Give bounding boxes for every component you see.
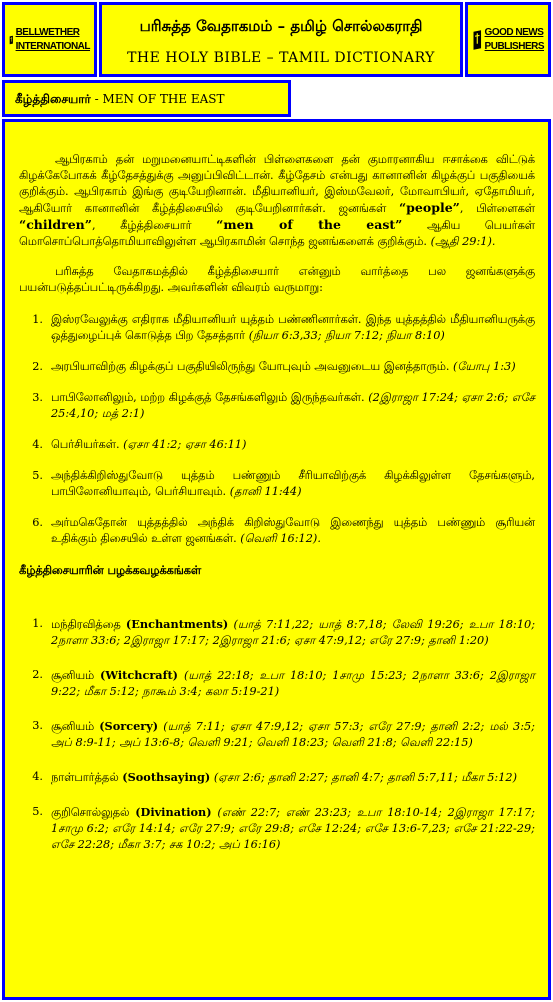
- scripture-reference: (ஏசா 41:2; ஏசா 46:11): [123, 438, 247, 451]
- list-number: 1.: [32, 617, 43, 630]
- scripture-reference: (யாத் 7:11; ஏசா 47:9,12; ஏசா 57:3; எரே 27:9; தானி 2:2; மல் 3:5; அப் 8:9-11; அப் 13:6-8; வெளி 9:21; வெளி 18:23; வெளி 21:8; வெளி 22:15): [51, 720, 535, 749]
- intro-text: , கீழ்த்திசையார்: [91, 219, 217, 232]
- custom-name-tamil: மந்திரவித்தை: [51, 618, 126, 631]
- list-number: 4.: [32, 438, 43, 451]
- bellwether-logo-text: [16, 26, 90, 54]
- list-item: [19, 312, 535, 344]
- list-item: [19, 804, 535, 853]
- scripture-reference: (தானி 11:44): [229, 485, 302, 498]
- list-item: [19, 468, 535, 500]
- entry-title-separator: -: [90, 92, 103, 106]
- bible-icon: [9, 25, 14, 55]
- good-news-logo-text: [485, 26, 544, 54]
- custom-name-english: (Soothsaying): [122, 770, 211, 784]
- entry-title-tab: [2, 80, 291, 117]
- header-title-tamil: பரிசுத்த வேதாகமம் – தமிழ் சொல்லகராதி: [139, 17, 423, 35]
- header-title-english: THE HOLY BIBLE – TAMIL DICTIONARY: [127, 50, 435, 66]
- list-number: 4.: [32, 770, 43, 783]
- scripture-reference: (யாத் 22:18; உபா 18:10; 1சாமு 15:23; 2நாளா 33:6; 2இராஜா 9:22; மீகா 5:12; நாகூம் 3:4; கலா 5:19-21): [51, 669, 535, 698]
- custom-name-tamil: குறிசொல்லுதல்: [51, 806, 136, 819]
- scripture-reference: (யோபு 1:3): [453, 360, 516, 373]
- intro-text: ஆகிய பெயர்கள் மொசொப்பொத்தொமியாவிலுள்ள ஆபிரகாமின் சொந்த ஜனங்களைக் குறிக்கும்.: [19, 219, 535, 248]
- quote-men-of-the-east: “men of the east”: [216, 217, 403, 232]
- list-number: 2.: [32, 668, 43, 681]
- custom-name-english: (Witchcraft): [100, 668, 179, 682]
- scripture-reference: (யாத் 7:11,22; யாத் 8:7,18; லேவி 19:26; உபா 18:10; 2நாளா 33:6; 2இராஜா 17:17; 2இராஜா 21:6; ஏசா 47:9,12; எரே 27:9; தானி 1:20): [51, 618, 535, 647]
- list-item: [19, 718, 535, 751]
- scripture-reference: (ஆதி 29:1).: [430, 235, 496, 248]
- entry-title-tamil: கீழ்த்திசையார்: [15, 92, 91, 106]
- bible-icon: [472, 25, 483, 55]
- list-item: [19, 616, 535, 649]
- list-number: 3.: [32, 719, 43, 732]
- scripture-reference: (எண் 22:7; எண் 23:23; உபா 18:10-14; 2இராஜா 17:17; 1சாமு 6:2; எரே 14:14; எரே 27:9; எரே 29:8; எசே 12:24; எசே 13:6-7,23; எசே 21:22-29; எசே 22:28; மீகா 3:7; சக 10:2; அப் 16:16): [51, 806, 535, 851]
- list-item: [19, 437, 535, 453]
- list-item-text: அர்மகெதோன் யுத்தத்தில் அந்திக் கிறிஸ்துவோடு இணைந்து யுத்தம் பண்ணும் சூரியன் உதிக்கும் திசையில் உள்ள ஜனங்கள்.: [51, 516, 535, 545]
- list-item-text: பெர்சியர்கள்.: [51, 438, 124, 451]
- list-number: 6.: [32, 516, 43, 529]
- custom-name-tamil: நாள்பார்த்தல்: [51, 771, 123, 784]
- logo-line-1: GOOD NEWS: [484, 26, 544, 38]
- logo-line-2: INTERNATIONAL: [15, 40, 90, 52]
- good-news-logo: [465, 2, 551, 77]
- list-number: 3.: [32, 391, 43, 404]
- list-item-text: இஸ்ரவேலுக்கு எதிராக மீதியானியர் யுத்தம் பண்ணினார்கள். இந்த யுத்தத்தில் மீதியானியருக்கு ஒத்துழைப்புக் கொடுத்த பிற தேசத்தார்: [51, 313, 535, 342]
- usage-paragraph: பரிசுத்த வேதாகமத்தில் கீழ்த்திசையார் என்னும் வார்த்தை பல ஜனங்களுக்கு பயன்படுத்தப்பட்டிருக்கிறது. அவர்களின் விவரம் வருமாறு:: [19, 265, 535, 294]
- custom-name-tamil: சூனியம்: [51, 669, 101, 682]
- quote-people: “people”: [398, 200, 460, 215]
- list-item: [19, 667, 535, 700]
- customs-list: [19, 616, 535, 853]
- page-header: [99, 2, 463, 77]
- scripture-reference: (வெளி 16:12).: [240, 532, 321, 545]
- scripture-reference: (2இராஜா 17:24; ஏசா 2:6; எசே 25:4,10; மத் 2:1): [51, 391, 535, 420]
- peoples-list: [19, 312, 535, 547]
- scripture-reference: (நியா 6:3,33; நியா 7:12; நியா 8:10): [248, 329, 445, 342]
- list-item-text: அந்திக்கிறிஸ்துவோடு யுத்தம் பண்ணும் சீரியாவிற்குக் கிழக்கிலுள்ள தேசங்களும், பாபிலோனியாவும், பெர்சியாவும்.: [51, 469, 535, 498]
- list-item-text: அரபியாவிற்கு கிழக்குப் பகுதியிலிருந்து யோபுவும் அவனுடைய இனத்தாரும்.: [51, 360, 454, 373]
- customs-heading: கீழ்த்திசையாரின் பழக்கவழக்கங்கள்: [19, 563, 202, 577]
- list-item: [19, 359, 535, 375]
- scripture-reference: (ஏசா 2:6; தானி 2:27; தானி 4:7; தானி 5:7,11; மீகா 5:12): [210, 771, 517, 784]
- logo-line-2: PUBLISHERS: [484, 40, 544, 52]
- entry-content: [2, 119, 551, 1000]
- intro-text: ஆபிரகாம் தன் மறுமனையாட்டிகளின் பிள்ளைகளை தன் குமாரனாகிய ஈசாக்கை விட்டுக் கிழக்கேபோகக் கீழ்தேசத்துக்கு அனுப்பிவிட்டான். கீழ்தேசம் என்பது கானானின் கிழக்குப் பகுதியைக் குறிக்கும். ஆபிரகாம் இங்கு குடியேறினான். மீதியானியர், இஸ்மவேலர், மோவாபியர், ஏதோமியர், ஆகியோர் கானானின் கீழ்த்திசையில் குடியேறினார்கள். ஜனங்கள்: [19, 153, 535, 215]
- quote-children: “children”: [19, 217, 92, 232]
- bellwether-logo: [2, 2, 97, 77]
- list-number: 2.: [32, 360, 43, 373]
- entry-title-english: MEN OF THE EAST: [102, 92, 225, 106]
- custom-name-english: (Sorcery): [99, 719, 159, 733]
- list-item-text: பாபிலோனிலும், மற்ற கிழக்குத் தேசங்களிலும் இருந்தவர்கள்.: [51, 391, 369, 404]
- list-number: 5.: [32, 469, 43, 482]
- intro-text: , பிள்ளைகள்: [459, 202, 535, 215]
- list-item: [19, 515, 535, 547]
- custom-name-english: (Divination): [135, 805, 212, 819]
- custom-name-english: (Enchantments): [125, 617, 229, 631]
- list-number: 1.: [32, 313, 43, 326]
- list-item: [19, 390, 535, 422]
- list-item: [19, 769, 535, 786]
- logo-line-1: BELLWETHER: [15, 26, 80, 38]
- intro-paragraph: [19, 152, 535, 250]
- custom-name-tamil: சூனியம்: [51, 720, 100, 733]
- list-number: 5.: [32, 805, 43, 818]
